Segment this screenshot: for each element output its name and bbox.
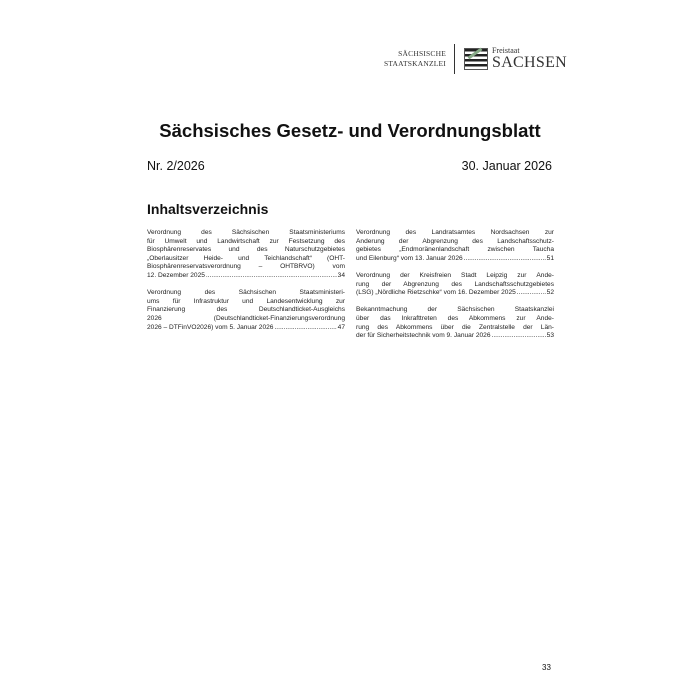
issue-date: 30. Januar 2026	[461, 159, 552, 173]
toc-entry-line: Verordnung der Kreisfreien Stadt Leipzig zur Ände-	[356, 271, 554, 279]
toc-entry-last-line	[356, 289, 554, 298]
toc-entry-page: 47	[337, 323, 345, 331]
toc-entry-text: und Eilenburg“ vom 13. Januar 2026	[356, 254, 463, 262]
toc-entry-text: (LSG) „Nördliche Rietzschke“ vom 16. Dezember 2025	[356, 289, 516, 297]
issue-number: Nr. 2/2026	[147, 159, 205, 173]
toc-entry-text: 2026 – DTFinVO2026) vom 5. Januar 2026	[147, 323, 274, 331]
staatskanzlei-label	[384, 49, 446, 69]
toc-entry-last-line	[147, 272, 345, 281]
toc-entry-last-line	[356, 255, 554, 264]
toc-entry-line: ums für Infrastruktur und Landesentwicklung zur	[147, 297, 345, 305]
dot-leader	[206, 272, 337, 281]
toc-entry-line: Finanzierung des Deutschlandticket-Ausgleichs	[147, 306, 345, 314]
logo-divider	[454, 44, 455, 74]
toc-entry-line: rung der Abgrenzung des Landschaftsschutzgebietes	[356, 280, 554, 288]
toc-entry-page: 52	[546, 289, 554, 297]
toc-entry-last-line	[356, 332, 554, 341]
saxony-crest-icon	[464, 48, 488, 70]
toc-entry-page: 51	[546, 254, 554, 262]
toc-column-left	[147, 229, 345, 341]
header-logo	[384, 44, 567, 74]
toc-entry-page: 34	[337, 271, 345, 279]
dot-leader	[464, 255, 546, 264]
logo-small-text: Freistaat	[492, 46, 520, 55]
toc-entry-line: Verordnung des Landratsamtes Nordsachsen zur	[356, 229, 554, 236]
toc-entry-line: „Oberlausitzer Heide- und Teichlandschaft“ (OHT-	[147, 254, 345, 262]
toc-entry-line: für Umwelt und Landwirtschaft zur Festsetzung des	[147, 237, 345, 245]
toc-entry-line: rung des Abkommens über die Zentralstelle der Län-	[356, 323, 554, 331]
toc-heading: Inhaltsverzeichnis	[147, 201, 269, 217]
toc-entry-line: Bekanntmachung der Sächsischen Staatskanzlei	[356, 306, 554, 314]
toc-entry[interactable]	[356, 229, 554, 263]
issuer-line-2: STAATSKANZLEI	[384, 59, 446, 68]
toc-entry[interactable]	[147, 229, 345, 281]
toc-entry-line: 2026 (Deutschlandticket-Finanzierungsverordnung	[147, 314, 345, 322]
freistaat-sachsen-logo	[492, 47, 567, 71]
toc-entry-line: über das Inkrafttreten des Abkommens zur Ände-	[356, 314, 554, 322]
dot-leader	[492, 332, 546, 341]
toc-entry[interactable]	[356, 272, 554, 298]
logo-large-text: SACHSEN	[492, 54, 568, 71]
toc-entry-line: Verordnung des Sächsischen Staatsministeri-	[147, 289, 345, 297]
page-number: 33	[542, 663, 551, 672]
toc-entry-last-line	[147, 324, 345, 333]
toc-entry-line: Verordnung des Sächsischen Staatsministeriums	[147, 229, 345, 236]
toc-entry[interactable]	[147, 289, 345, 332]
toc-entry-text: der für Sicherheitstechnik vom 9. Januar 2026	[356, 332, 491, 340]
toc-column-right	[356, 229, 554, 349]
toc-entry-line: Biosphärenreservatsverordnung – OHTBRVO) vom	[147, 263, 345, 271]
toc-entry-text: 12. Dezember 2025	[147, 271, 205, 279]
toc-entry-line: Änderung der Abgrenzung des Landschaftsschutz-	[356, 237, 554, 245]
dot-leader	[517, 289, 546, 298]
document-title: Sächsisches Gesetz- und Verordnungsblatt	[159, 120, 541, 141]
toc-entry[interactable]	[356, 306, 554, 340]
issuer-line-1: SÄCHSISCHE	[398, 49, 446, 58]
toc-entry-page: 53	[546, 332, 554, 340]
toc-entry-line: gebietes „Endmoränenlandschaft zwischen Taucha	[356, 246, 554, 254]
toc-entry-line: Biosphärenreservates und des Naturschutzgebietes	[147, 246, 345, 254]
dot-leader	[274, 324, 336, 333]
